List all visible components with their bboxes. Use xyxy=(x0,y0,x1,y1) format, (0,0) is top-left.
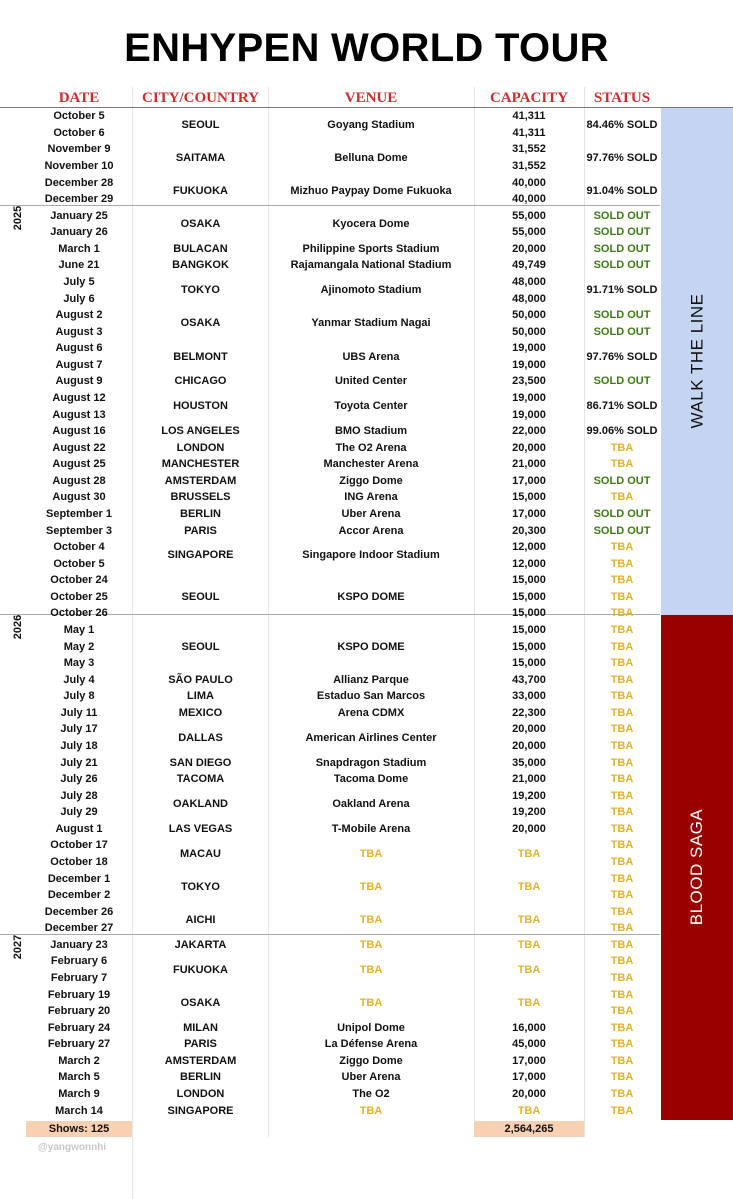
date-cell: July 4 xyxy=(63,673,95,686)
capacity-cell: 41,311 xyxy=(512,126,546,139)
capacity-cell: 49,749 xyxy=(512,259,546,272)
tour-label: BLOOD SAGA xyxy=(687,808,707,926)
status-cell: SOLD OUT xyxy=(593,242,651,255)
capacity-cell: TBA xyxy=(517,963,541,976)
date-cell: March 2 xyxy=(58,1054,100,1067)
venue-cell: ING Arena xyxy=(344,491,398,504)
capacity-cell: 21,000 xyxy=(512,458,546,471)
date-cell: August 30 xyxy=(52,491,106,504)
status-cell: TBA xyxy=(610,690,634,703)
capacity-cell: 15,000 xyxy=(512,657,546,670)
capacity-cell: 16,000 xyxy=(512,1021,546,1034)
date-cell: October 5 xyxy=(53,110,105,123)
city-cell: JAKARTA xyxy=(174,938,227,951)
venue-cell: TBA xyxy=(359,938,383,951)
capacity-cell: 17,000 xyxy=(512,1071,546,1084)
date-cell: December 29 xyxy=(44,193,114,206)
watermark: @yangwonnhi xyxy=(38,1142,107,1153)
capacity-cell: TBA xyxy=(517,938,541,951)
city-cell: MILAN xyxy=(183,1021,218,1034)
date-cell: May 2 xyxy=(63,640,95,653)
capacity-cell: 33,000 xyxy=(512,690,546,703)
capacity-cell: 19,000 xyxy=(512,408,546,421)
venue-cell: Unipol Dome xyxy=(337,1021,405,1034)
status-cell: TBA xyxy=(610,971,634,984)
status-cell: TBA xyxy=(610,922,634,935)
venue-cell: Goyang Stadium xyxy=(327,118,415,131)
status-cell: TBA xyxy=(610,889,634,902)
status-cell: TBA xyxy=(610,1104,634,1117)
capacity-cell: 20,000 xyxy=(512,441,546,454)
venue-cell: Singapore Indoor Stadium xyxy=(302,549,440,562)
city-cell: FUKUOKA xyxy=(173,963,228,976)
date-cell: March 14 xyxy=(55,1104,103,1117)
status-cell: TBA xyxy=(610,1071,634,1084)
venue-cell: Uber Arena xyxy=(341,1071,401,1084)
status-cell: 91.04% SOLD xyxy=(586,184,658,197)
city-cell: TOKYO xyxy=(181,284,220,297)
city-cell: BANGKOK xyxy=(172,259,229,272)
city-cell: TOKYO xyxy=(181,880,220,893)
capacity-cell: 15,000 xyxy=(512,640,546,653)
header-venue: VENUE xyxy=(344,90,398,106)
date-cell: February 7 xyxy=(50,971,108,984)
status-cell: TBA xyxy=(610,822,634,835)
city-cell: AMSTERDAM xyxy=(164,1054,237,1067)
date-cell: November 9 xyxy=(47,143,111,156)
city-cell: DALLAS xyxy=(178,731,223,744)
status-cell: 86.71% SOLD xyxy=(586,400,658,413)
date-cell: July 17 xyxy=(60,723,98,736)
capacity-cell: 17,000 xyxy=(512,508,546,520)
date-cell: March 1 xyxy=(58,242,100,255)
city-cell: SEOUL xyxy=(181,640,220,653)
capacity-cell: 15,000 xyxy=(512,491,546,504)
venue-cell: Toyota Center xyxy=(334,400,408,413)
date-cell: October 24 xyxy=(50,574,108,587)
venue-cell: TBA xyxy=(359,963,383,976)
year-label: 2027 xyxy=(12,934,24,960)
venue-cell: TBA xyxy=(359,996,383,1009)
venue-cell: Ziggo Dome xyxy=(339,1054,403,1067)
capacity-cell: 20,300 xyxy=(512,524,546,537)
status-cell: TBA xyxy=(610,441,634,454)
date-cell: March 5 xyxy=(58,1071,100,1084)
year-label: 2025 xyxy=(12,205,24,231)
city-cell: OSAKA xyxy=(180,317,221,330)
status-cell: SOLD OUT xyxy=(593,474,651,487)
status-cell: TBA xyxy=(610,574,634,587)
status-cell: TBA xyxy=(610,872,634,885)
date-cell: August 22 xyxy=(52,441,106,454)
status-cell: TBA xyxy=(610,938,634,951)
city-cell: SEOUL xyxy=(181,590,220,603)
city-cell: SINGAPORE xyxy=(167,1104,234,1117)
capacity-cell: 22,300 xyxy=(512,706,546,719)
date-cell: July 8 xyxy=(63,690,95,703)
venue-cell: Ziggo Dome xyxy=(339,474,403,487)
date-cell: October 18 xyxy=(50,855,108,868)
venue-cell: United Center xyxy=(334,375,408,388)
header-capacity: CAPACITY xyxy=(489,90,569,106)
capacity-cell: 40,000 xyxy=(512,193,546,206)
status-cell: TBA xyxy=(610,624,634,636)
status-cell: TBA xyxy=(610,1054,634,1067)
date-cell: August 12 xyxy=(52,392,106,404)
city-cell: LOS ANGELES xyxy=(161,425,240,438)
city-cell: MEXICO xyxy=(178,706,223,719)
venue-cell: Accor Arena xyxy=(338,524,404,537)
venue-cell: Belluna Dome xyxy=(334,151,408,164)
date-cell: July 6 xyxy=(63,292,95,305)
venue-cell: TBA xyxy=(359,880,383,893)
date-cell: October 6 xyxy=(53,126,105,139)
venue-cell: Manchester Arena xyxy=(323,458,419,471)
date-cell: October 4 xyxy=(53,541,105,554)
status-cell: TBA xyxy=(610,541,634,554)
city-cell: LAS VEGAS xyxy=(168,822,233,835)
date-cell: October 26 xyxy=(50,607,108,620)
status-cell: TBA xyxy=(610,1005,634,1018)
status-cell: 97.76% SOLD xyxy=(586,151,658,164)
capacity-cell: 43,700 xyxy=(512,673,546,686)
date-cell: January 23 xyxy=(50,938,108,951)
date-cell: August 13 xyxy=(52,408,106,421)
shows-total: Shows: 125 xyxy=(26,1121,132,1137)
date-cell: December 2 xyxy=(47,889,111,902)
date-cell: September 1 xyxy=(45,508,113,520)
date-cell: December 1 xyxy=(47,872,111,885)
status-cell: TBA xyxy=(610,723,634,736)
venue-cell: Uber Arena xyxy=(341,508,401,520)
date-cell: October 25 xyxy=(50,590,108,603)
venue-cell: TBA xyxy=(359,1104,383,1117)
date-cell: September 3 xyxy=(45,524,113,537)
status-cell: TBA xyxy=(610,640,634,653)
capacity-cell: 55,000 xyxy=(512,226,546,239)
capacity-cell: 45,000 xyxy=(512,1038,546,1051)
city-cell: AMSTERDAM xyxy=(164,474,237,487)
status-cell: TBA xyxy=(610,657,634,670)
date-cell: February 6 xyxy=(50,955,108,968)
city-cell: MACAU xyxy=(180,847,221,860)
status-cell: TBA xyxy=(610,789,634,802)
capacity-cell: 19,000 xyxy=(512,342,546,355)
capacity-cell: 19,200 xyxy=(512,806,546,819)
status-cell: 97.76% SOLD xyxy=(586,350,658,363)
capacity-cell: 15,000 xyxy=(512,607,546,620)
status-cell: TBA xyxy=(610,1021,634,1034)
city-cell: LONDON xyxy=(176,1087,225,1100)
capacity-cell: 40,000 xyxy=(512,176,546,189)
status-cell: TBA xyxy=(610,458,634,471)
status-cell: TBA xyxy=(610,756,634,769)
date-cell: February 19 xyxy=(47,988,111,1001)
capacity-cell: 50,000 xyxy=(512,325,546,338)
page-title: ENHYPEN WORLD TOUR xyxy=(124,26,609,70)
city-cell: SÃO PAULO xyxy=(168,673,233,686)
venue-cell: La Défense Arena xyxy=(324,1038,418,1051)
date-cell: February 27 xyxy=(47,1038,111,1051)
date-cell: July 26 xyxy=(60,773,98,786)
capacity-cell: 19,200 xyxy=(512,789,546,802)
date-cell: December 28 xyxy=(44,176,114,189)
capacity-cell: 12,000 xyxy=(512,557,546,570)
status-cell: SOLD OUT xyxy=(593,259,651,272)
venue-cell: Mizhuo Paypay Dome Fukuoka xyxy=(290,184,452,197)
venue-cell: KSPO DOME xyxy=(337,590,405,603)
capacity-cell: 48,000 xyxy=(512,292,546,305)
city-cell: OSAKA xyxy=(180,996,221,1009)
status-cell: 99.06% SOLD xyxy=(586,425,658,438)
city-cell: LONDON xyxy=(176,441,225,454)
venue-cell: American Airlines Center xyxy=(305,731,437,744)
venue-cell: Tacoma Dome xyxy=(333,773,409,786)
date-cell: August 7 xyxy=(55,358,103,371)
date-cell: January 26 xyxy=(50,226,108,239)
capacity-cell: TBA xyxy=(517,913,541,926)
date-cell: August 1 xyxy=(55,822,103,835)
capacity-cell: 23,500 xyxy=(512,375,546,388)
city-cell: PARIS xyxy=(184,1038,217,1051)
city-cell: SINGAPORE xyxy=(167,549,234,562)
status-cell: SOLD OUT xyxy=(593,209,651,222)
status-cell: SOLD OUT xyxy=(593,309,651,322)
city-cell: SAN DIEGO xyxy=(169,756,232,769)
date-cell: August 9 xyxy=(55,375,103,388)
date-cell: July 21 xyxy=(60,756,98,769)
status-cell: 91.71% SOLD xyxy=(586,284,658,297)
date-cell: August 3 xyxy=(55,325,103,338)
city-cell: SAITAMA xyxy=(175,151,226,164)
capacity-cell: 20,000 xyxy=(512,242,546,255)
date-cell: February 24 xyxy=(47,1021,111,1034)
header-date: DATE xyxy=(58,90,100,106)
capacity-cell: 22,000 xyxy=(512,425,546,438)
venue-cell: Yanmar Stadium Nagai xyxy=(311,317,431,330)
status-cell: TBA xyxy=(610,739,634,752)
date-cell: October 5 xyxy=(53,557,105,570)
status-cell: SOLD OUT xyxy=(593,524,651,537)
capacity-cell: TBA xyxy=(517,1104,541,1117)
status-cell: TBA xyxy=(610,491,634,504)
date-cell: August 16 xyxy=(52,425,106,438)
capacity-cell: 20,000 xyxy=(512,739,546,752)
date-cell: August 2 xyxy=(55,309,103,322)
city-cell: BELMONT xyxy=(173,350,228,363)
venue-cell: Snapdragon Stadium xyxy=(315,756,427,769)
status-cell: TBA xyxy=(610,1087,634,1100)
date-cell: May 3 xyxy=(63,657,95,670)
status-cell: TBA xyxy=(610,955,634,968)
city-cell: BULACAN xyxy=(173,242,228,255)
city-cell: SEOUL xyxy=(181,118,220,131)
capacity-cell: 19,000 xyxy=(512,358,546,371)
city-cell: AICHI xyxy=(185,913,216,926)
capacity-cell: TBA xyxy=(517,996,541,1009)
venue-cell: Kyocera Dome xyxy=(332,218,410,230)
capacity-cell: 20,000 xyxy=(512,822,546,835)
venue-cell: Philippine Sports Stadium xyxy=(302,242,440,255)
city-cell: PARIS xyxy=(184,524,217,537)
date-cell: July 11 xyxy=(60,706,98,719)
capacity-cell: 21,000 xyxy=(512,773,546,786)
venue-cell: The O2 xyxy=(352,1087,390,1100)
status-cell: TBA xyxy=(610,673,634,686)
status-cell: TBA xyxy=(610,590,634,603)
year-label: 2026 xyxy=(12,614,24,640)
city-cell: TACOMA xyxy=(176,773,225,786)
date-cell: August 28 xyxy=(52,474,106,487)
date-cell: February 20 xyxy=(47,1005,111,1018)
capacity-cell: 15,000 xyxy=(512,624,546,636)
capacity-cell: 31,552 xyxy=(512,143,546,156)
city-cell: CHICAGO xyxy=(174,375,227,388)
status-cell: SOLD OUT xyxy=(593,325,651,338)
status-cell: TBA xyxy=(610,988,634,1001)
capacity-cell: 12,000 xyxy=(512,541,546,554)
capacity-cell: 35,000 xyxy=(512,756,546,769)
capacity-cell: 15,000 xyxy=(512,590,546,603)
status-cell: SOLD OUT xyxy=(593,375,651,388)
city-cell: FUKUOKA xyxy=(173,184,228,197)
status-cell: SOLD OUT xyxy=(593,508,651,520)
status-cell: TBA xyxy=(610,839,634,852)
date-cell: December 27 xyxy=(44,922,114,935)
header-status: STATUS xyxy=(593,90,651,106)
city-cell: LIMA xyxy=(187,690,214,703)
date-cell: August 25 xyxy=(52,458,106,471)
status-cell: TBA xyxy=(610,905,634,918)
venue-cell: T-Mobile Arena xyxy=(331,822,411,835)
venue-cell: Oakland Arena xyxy=(332,797,410,810)
header-city: CITY/COUNTRY xyxy=(142,90,259,106)
venue-cell: The O2 Arena xyxy=(335,441,407,454)
capacity-cell: 17,000 xyxy=(512,1054,546,1067)
capacity-cell: 20,000 xyxy=(512,1087,546,1100)
venue-cell: UBS Arena xyxy=(342,350,400,363)
capacity-cell: 55,000 xyxy=(512,209,546,222)
city-cell: MANCHESTER xyxy=(161,458,240,471)
city-cell: BERLIN xyxy=(180,508,221,520)
city-cell: HOUSTON xyxy=(173,400,228,413)
date-cell: November 10 xyxy=(44,160,114,172)
capacity-cell: TBA xyxy=(517,847,541,860)
status-cell: TBA xyxy=(610,706,634,719)
status-cell: TBA xyxy=(610,557,634,570)
date-cell: December 26 xyxy=(44,905,114,918)
date-cell: June 21 xyxy=(58,259,100,272)
status-cell: TBA xyxy=(610,806,634,819)
city-cell: OAKLAND xyxy=(173,797,228,810)
capacity-cell: 20,000 xyxy=(512,723,546,736)
date-cell: October 17 xyxy=(50,839,108,852)
status-cell: TBA xyxy=(610,607,634,620)
date-cell: July 28 xyxy=(60,789,98,802)
venue-cell: TBA xyxy=(359,913,383,926)
status-cell: SOLD OUT xyxy=(593,226,651,239)
date-cell: July 18 xyxy=(60,739,98,752)
status-cell: TBA xyxy=(610,855,634,868)
venue-cell: Arena CDMX xyxy=(337,706,405,719)
capacity-cell: 48,000 xyxy=(512,276,546,288)
status-cell: 84.46% SOLD xyxy=(586,118,658,131)
status-cell: TBA xyxy=(610,773,634,786)
date-cell: March 9 xyxy=(58,1087,100,1100)
city-cell: OSAKA xyxy=(180,218,221,230)
capacity-cell: 41,311 xyxy=(512,110,546,123)
venue-cell: Allianz Parque xyxy=(333,673,409,686)
capacity-cell: 19,000 xyxy=(512,392,546,404)
capacity-cell: TBA xyxy=(517,880,541,893)
venue-cell: BMO Stadium xyxy=(334,425,408,438)
venue-cell: KSPO DOME xyxy=(337,640,405,653)
venue-cell: TBA xyxy=(359,847,383,860)
capacity-cell: 15,000 xyxy=(512,574,546,587)
date-cell: August 6 xyxy=(55,342,103,355)
venue-cell: Ajinomoto Stadium xyxy=(320,284,422,297)
date-cell: July 29 xyxy=(60,806,98,819)
status-cell: TBA xyxy=(610,1038,634,1051)
tour-label: WALK THE LINE xyxy=(687,293,707,429)
city-cell: BRUSSELS xyxy=(170,491,231,504)
date-cell: July 5 xyxy=(63,276,95,288)
capacity-cell: 50,000 xyxy=(512,309,546,322)
capacity-cell: 17,000 xyxy=(512,474,546,487)
date-cell: May 1 xyxy=(63,624,95,636)
venue-cell: Estaduo San Marcos xyxy=(316,690,426,703)
capacity-cell: 31,552 xyxy=(512,160,546,172)
date-cell: January 25 xyxy=(50,209,108,222)
capacity-total: 2,564,265 xyxy=(474,1121,584,1137)
city-cell: BERLIN xyxy=(180,1071,221,1084)
venue-cell: Rajamangala National Stadium xyxy=(290,259,452,272)
